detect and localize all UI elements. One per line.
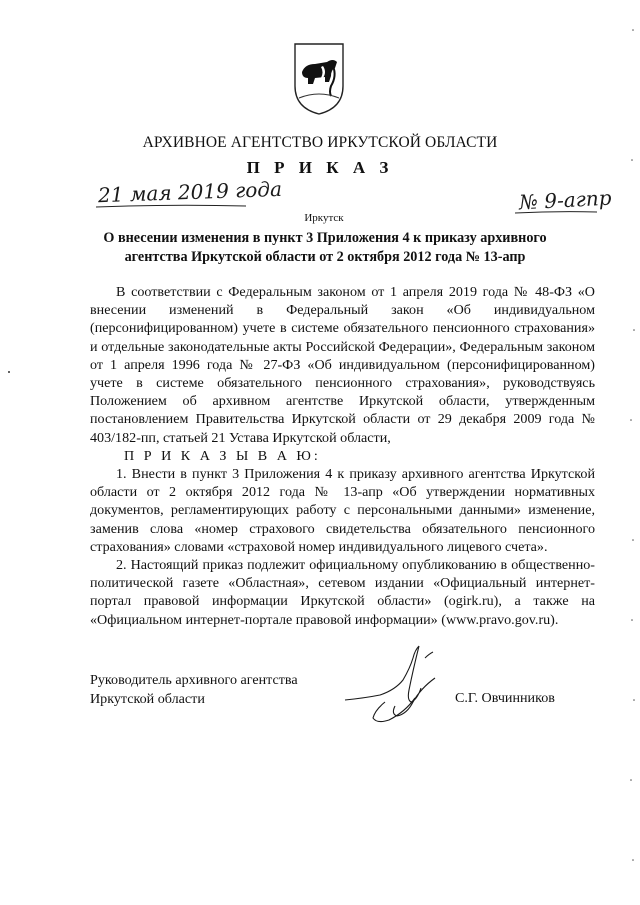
city-name: Иркутск [304, 212, 344, 224]
signatory-position [90, 671, 298, 709]
order-item-1: 1. Внести в пункт 3 Приложения 4 к приказу архивного агентства Иркутской области от 2 октября 2012 года № 13-апр «Об утверждении нормативных документов, регламентирующих работу с персональными данными» изменение, заменив слова «номер страхового свидетельства обязательного пенсионного страхования» словами «страховой номер индивидуального лицевого счета». [90, 466, 595, 555]
order-heading: П Р И К А З Ы В А Ю: [124, 447, 321, 464]
signatory-name: С.Г. Овчинников [455, 690, 555, 706]
order-item-2: 2. Настоящий приказ подлежит официальному опубликованию в общественно-политической газете «Областная», сетевом издании «Официальный интернет-портал правовой информации Иркутской области» (ogirk.ru), а также на «Официальном интернет-портале правовой информации» (www.pravo.gov.ru). [90, 557, 595, 628]
handwritten-number: № 9-агпр [518, 185, 613, 215]
handwritten-date: 21 мая 2019 года [97, 176, 283, 208]
coat-of-arms-emblem [293, 42, 345, 116]
document-body [90, 283, 595, 629]
preamble-paragraph: В соответствии с Федеральным законом от 1 апреля 2019 года № 48-ФЗ «О внесении изменений в Федеральный закон «Об индивидуальном (персонифицированном) учете в системе обязательного пенсионного страхования» и отдельные законодательные акты Российской Федерации», Федеральным законом от 1 апреля 1996 года № 27-ФЗ «Об индивидуальном (персонифицированном) учете в системе обязательного пенсионного страхования», руководствуясь Положением об архивном агентстве Иркутской области, утвержденным постановлением Правительства Иркутской области от 29 декабря 2009 года № 403/182-пп, статьей 21 Устава Иркутской области, [90, 284, 595, 446]
title-line-2: агентства Иркутской области от 2 октября 2012 года № 13-апр [124, 249, 526, 265]
title-line-1: О внесении изменения в пункт 3 Приложения 4 к приказу архивного [103, 230, 547, 246]
agency-name: АРХИВНОЕ АГЕНТСТВО ИРКУТСКОЙ ОБЛАСТИ [142, 134, 498, 151]
position-line-2: Иркутской области [90, 691, 205, 707]
document-title [80, 229, 570, 267]
position-line-1: Руководитель архивного агентства [90, 672, 298, 688]
document-type: П Р И К А З [246, 158, 394, 177]
date-underline [96, 204, 246, 210]
